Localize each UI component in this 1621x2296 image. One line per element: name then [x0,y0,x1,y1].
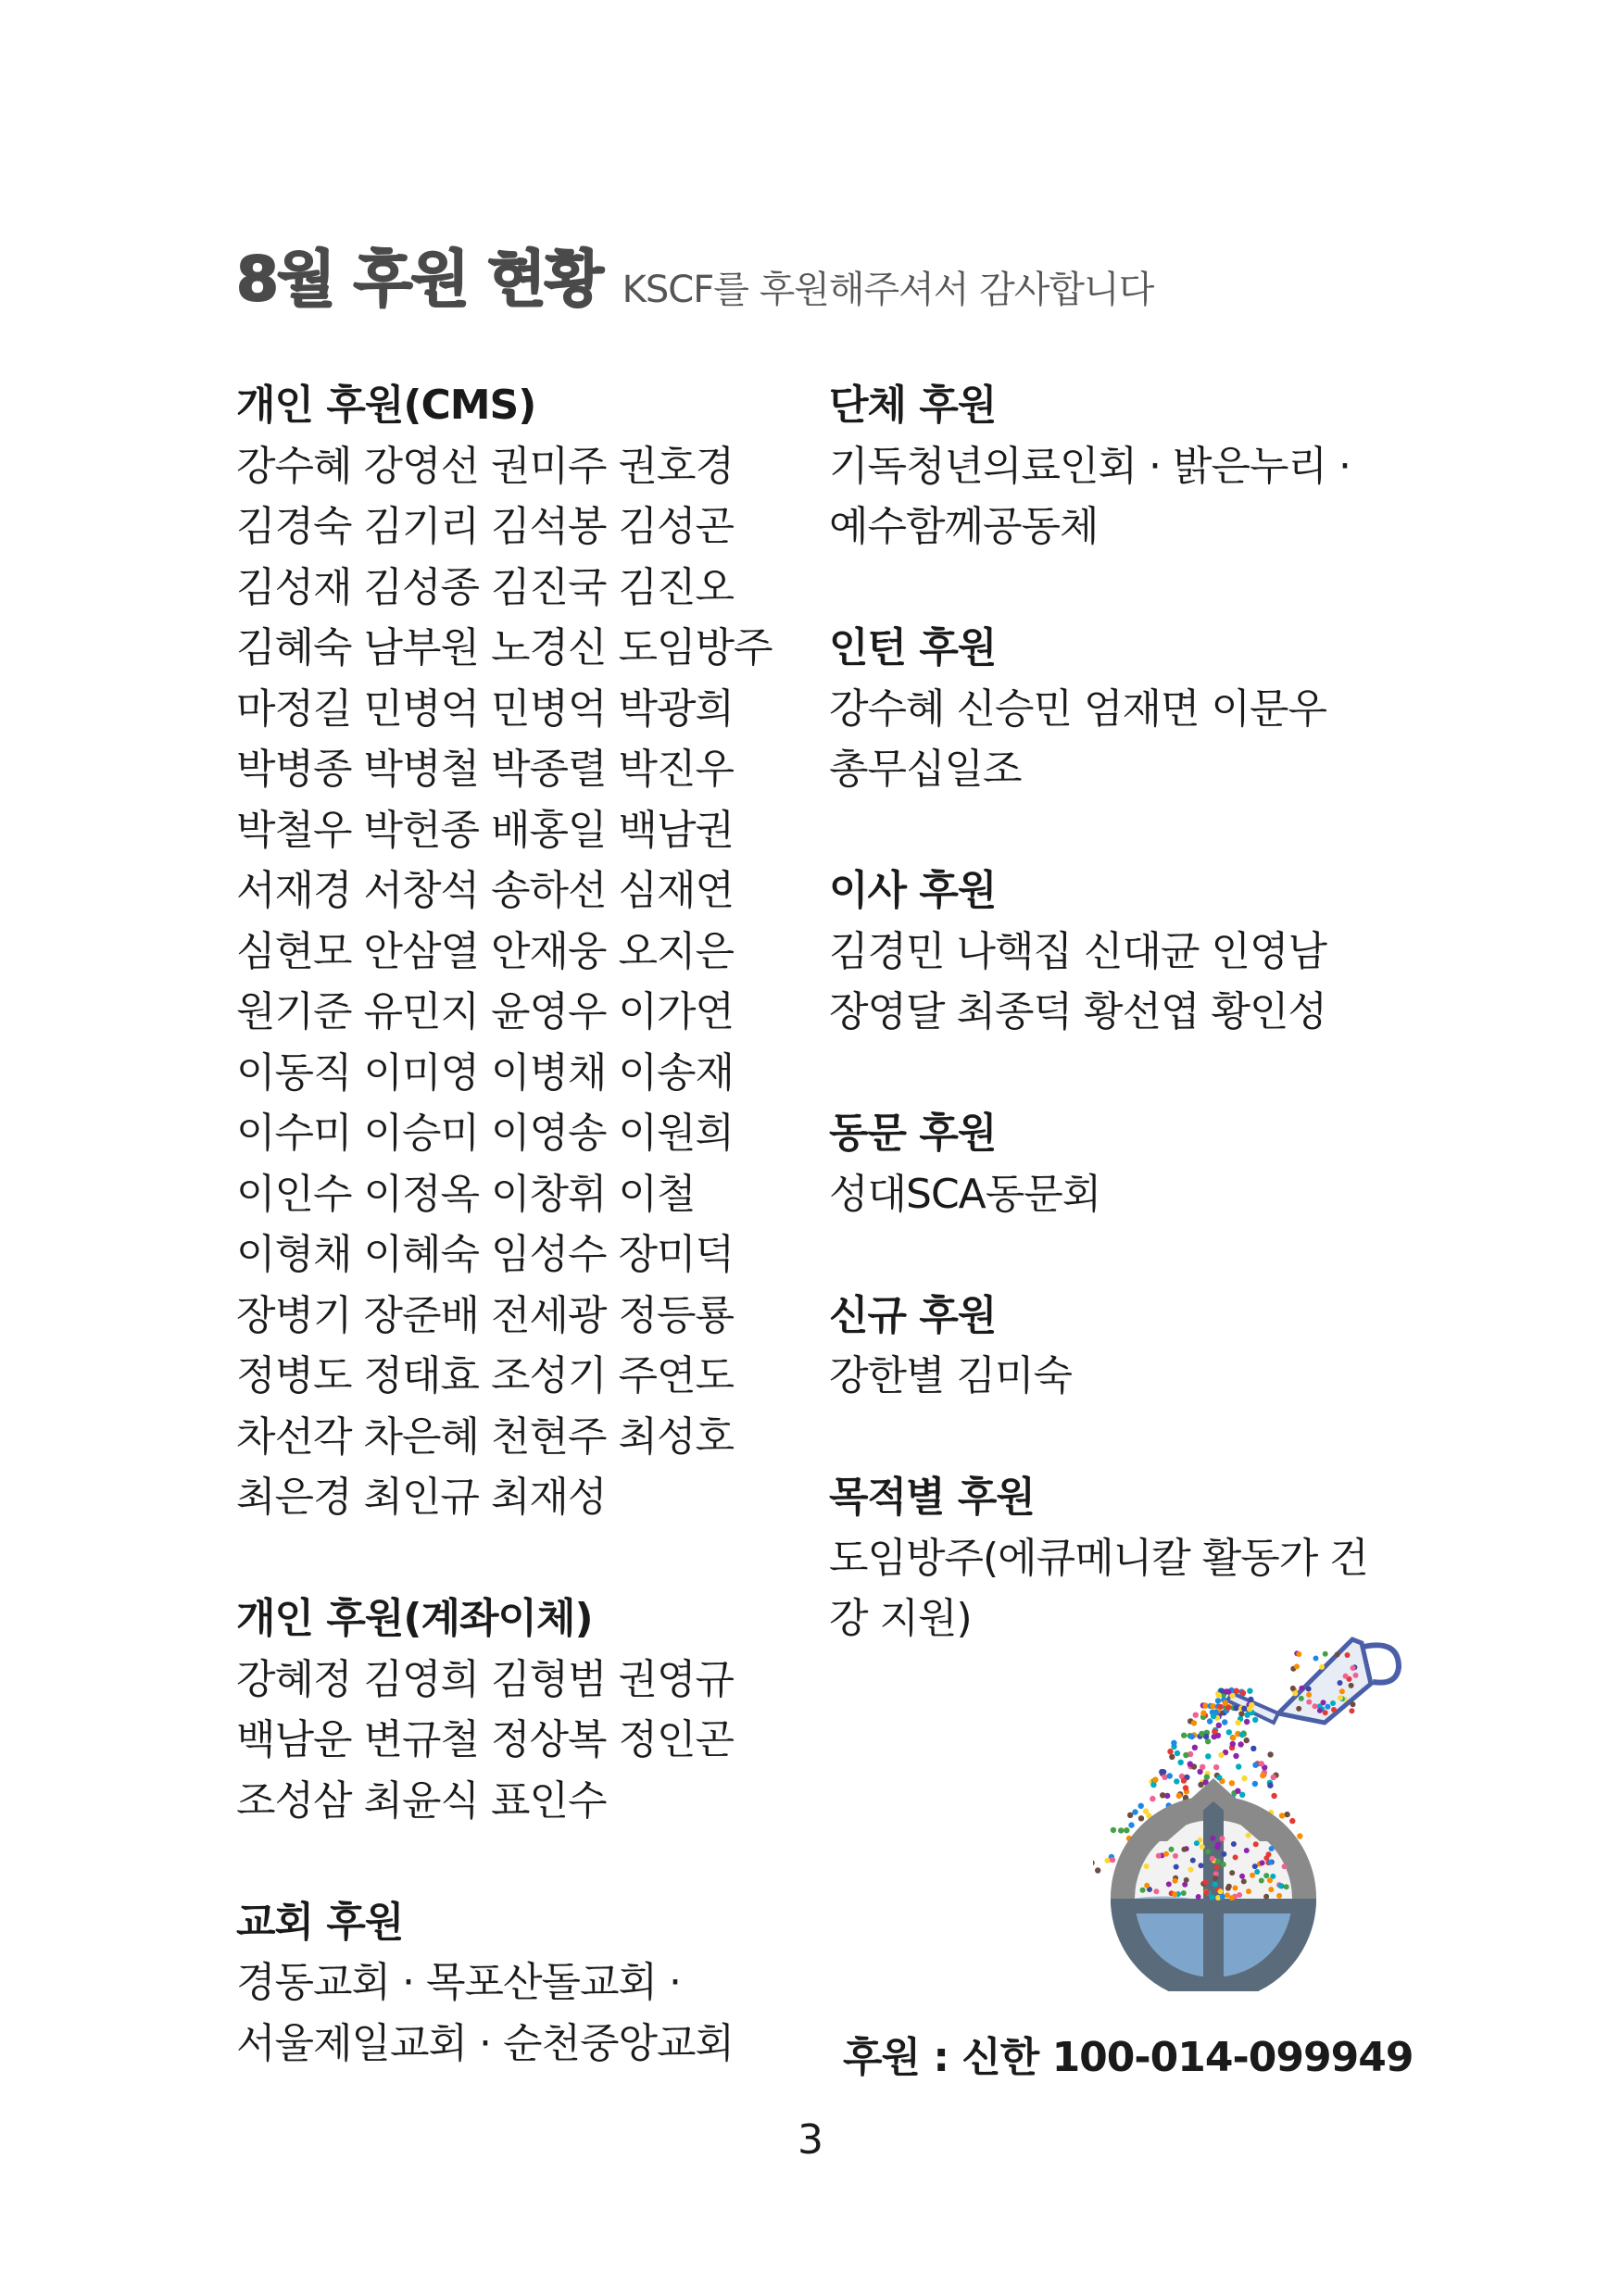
left-donor-section [236,1892,801,2075]
right-column [829,375,1403,1650]
donor-line: 김성재 김성종 김진국 김진오 [236,563,735,611]
donor-line: 장영달 최종덕 황선엽 황인성 [829,988,1327,1035]
donation-account: 후원 : 신한 100-014-099949 [843,2034,1414,2081]
donor-line: 장병기 장준배 전세광 정등룡 [236,1291,735,1339]
right-donor-section [829,375,1403,558]
donor-line: 서울제일교회 · 순천중앙교회 [236,2019,735,2067]
left-column [236,375,801,2074]
donor-line: 백남운 변규철 정상복 정인곤 [236,1716,735,1763]
right-donor-section [829,860,1403,1043]
donor-line: 강혜정 김영희 김형범 권영규 [236,1655,735,1703]
left-donor-section [236,375,801,1528]
donor-line: 이수미 이승미 이영송 이원희 [236,1110,735,1157]
donor-line: 마정길 민병억 민병억 박광희 [236,684,735,733]
section-spacer [236,1528,801,1589]
donor-line: 성대SCA동문회 [829,1170,1101,1218]
donor-line: 박철우 박헌종 배홍일 백남권 [236,806,735,854]
left-donor-section [236,1588,801,1831]
donor-line: 예수함께공동체 [829,503,1099,550]
section-title: 교회 후원 [236,1898,404,1946]
donor-line: 이동직 이미영 이병채 이송재 [236,1048,735,1097]
donor-line: 경동교회 · 목포산돌교회 · [236,1959,681,2006]
donor-line: 박병종 박병철 박종렬 박진우 [236,746,735,793]
donor-line: 서재경 서창석 송하선 심재연 [236,867,735,914]
donor-line: 이형채 이혜숙 임성수 장미덕 [236,1231,735,1278]
donor-line: 강수혜 강영선 권미주 권호경 [236,442,735,490]
donor-line: 도임방주(에큐메니칼 활동가 건 [829,1534,1368,1582]
page-number: 3 [798,2116,823,2164]
section-spacer [829,1043,1403,1104]
donor-line: 강한별 김미숙 [829,1352,1073,1399]
section-spacer [829,1407,1403,1468]
page-subtitle: KSCF를 후원해주셔서 감사합니다 [622,269,1154,311]
donor-line: 강수혜 신승민 엄재면 이문우 [829,684,1327,733]
page-header [236,236,1440,315]
donor-line: 강 지원) [829,1595,972,1642]
right-donor-section [829,618,1403,800]
donor-line: 기독청년의료인회 · 밝은누리 · [829,442,1351,490]
donor-line: 이인수 이정옥 이창휘 이철 [236,1170,696,1218]
donor-line: 심현모 안삼열 안재웅 오지은 [236,927,735,975]
watering-can-anchor-emblem-icon [1093,1621,1408,1991]
donor-line: 차선각 차은혜 천현주 최성호 [236,1412,735,1461]
donor-line: 총무십일조 [829,746,1022,793]
donor-line: 김경민 나핵집 신대균 인영남 [829,927,1327,975]
donor-line: 정병도 정태효 조성기 주연도 [236,1352,735,1399]
section-title: 이사 후원 [829,867,997,914]
section-title: 개인 후원(CMS) [236,382,536,429]
section-title: 단체 후원 [829,382,997,429]
donor-line: 김혜숙 남부원 노경신 도임방주 [236,624,773,671]
section-title: 개인 후원(계좌이체) [236,1595,593,1642]
section-title: 인턴 후원 [829,624,997,671]
section-spacer [829,800,1403,861]
donor-line: 최은경 최인규 최재성 [236,1474,607,1521]
donor-line: 원기준 유민지 윤영우 이가연 [236,988,735,1035]
section-spacer [829,1224,1403,1286]
anchor-circle-icon [1112,1778,1315,1991]
page-title: 8월 후원 현황 [236,244,602,315]
donor-line: 김경숙 김기리 김석봉 김성곤 [236,503,735,550]
section-title: 동문 후원 [829,1110,997,1157]
section-spacer [236,1831,801,1892]
section-title: 신규 후원 [829,1291,997,1339]
right-donor-section [829,1286,1403,1407]
donor-line: 조성삼 최윤식 표인수 [236,1776,607,1825]
section-title: 목적별 후원 [829,1474,1035,1521]
right-donor-section [829,1103,1403,1224]
section-spacer [829,558,1403,619]
